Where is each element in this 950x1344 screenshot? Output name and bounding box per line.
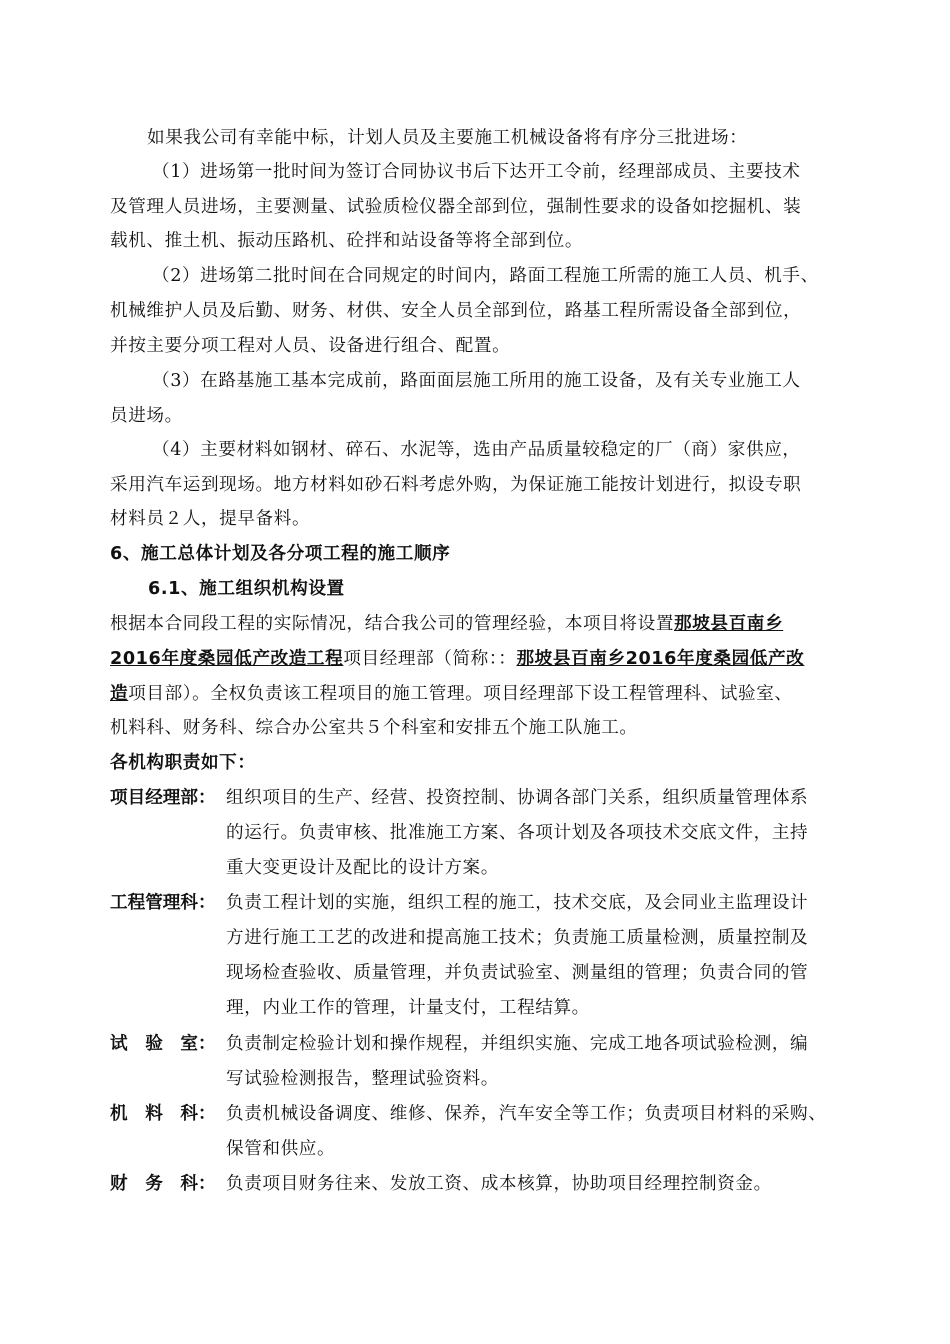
org-paragraph-line-1 <box>110 614 783 634</box>
batch1-line-2: 及管理人员进场，主要测量、试验质检仪器全部到位，强制性要求的设备如挖掘机、装 <box>110 197 802 217</box>
dept-duty-line: 写试验检测报告，整理试验资料。 <box>226 1069 499 1089</box>
org-text: 项目经理部（简称：： <box>343 649 517 669</box>
dept-duty-line: 负责工程计划的实施，组织工程的施工，技术交底，及会同业主监理设计 <box>226 893 809 913</box>
dept-label-project-management: 项目经理部： <box>110 788 216 808</box>
section-heading-6: 6、施工总体计划及各分项工程的施工顺序 <box>110 544 451 564</box>
dept-label-finance: 财 务 科： <box>110 1174 216 1194</box>
dept-duty-line: 负责机械设备调度、维修、保养，汽车安全等工作；负责项目材料的采购、 <box>226 1104 827 1124</box>
batch3-line-1: （3）在路基施工基本完成前，路面面层施工所用的施工设备，及有关专业施工人 <box>152 371 801 391</box>
intro-paragraph: 如果我公司有幸能中标，计划人员及主要施工机械设备将有序分三批进场： <box>147 128 748 148</box>
dept-label-machinery: 机 料 科： <box>110 1104 216 1124</box>
dept-duty-line: 方进行施工工艺的改进和提高施工技术；负责施工质量检测，质量控制及 <box>226 928 809 948</box>
section-heading-6-1: 6.1、施工组织机构设置 <box>148 579 345 599</box>
batch4-line-3: 材料员２人，提早备料。 <box>110 509 311 529</box>
dept-label-engineering: 工程管理科： <box>110 893 216 913</box>
duties-heading: 各机构职责如下： <box>110 753 256 773</box>
batch4-line-1: （4）主要材料如钢材、碎石、水泥等，选由产品质量较稳定的厂（商）家供应， <box>152 440 801 460</box>
dept-duty-line: 负责制定检验计划和操作规程，并组织实施、完成工地各项试验检测，编 <box>226 1034 809 1054</box>
batch4-line-2: 采用汽车运到现场。地方材料如砂石料考虑外购，为保证施工能按计划进行，拟设专职 <box>110 475 802 495</box>
project-short-name-underlined: 造 <box>110 684 129 704</box>
batch2-line-1: （2）进场第二批时间在合同规定的时间内，路面工程施工所需的施工人员、机手、 <box>152 266 819 286</box>
org-paragraph-line-2 <box>110 649 804 669</box>
batch3-line-2: 员进场。 <box>110 406 183 426</box>
dept-duty-line: 现场检查验收、质量管理，并负责试验室、测量组的管理；负责合同的管 <box>226 963 809 983</box>
dept-duty-line: 理，内业工作的管理，计量支付，工程结算。 <box>226 998 590 1018</box>
batch1-line-3: 载机、推土机、振动压路机、砼拌和站设备等将全部到位。 <box>110 231 584 251</box>
dept-duty-line: 的运行。负责审核、批准施工方案、各项计划及各项技术交底文件，主持 <box>226 823 809 843</box>
dept-label-laboratory: 试 验 室： <box>110 1034 216 1054</box>
batch2-line-3: 并按主要分项工程对人员、设备进行组合、配置。 <box>110 336 511 356</box>
batch1-line-1: （1）进场第一批时间为签订合同协议书后下达开工令前，经理部成员、主要技术 <box>152 162 801 182</box>
org-paragraph-line-4: 机料科、财务科、综合办公室共５个科室和安排五个施工队施工。 <box>110 718 638 738</box>
dept-duty-line: 重大变更设计及配比的设计方案。 <box>226 858 499 878</box>
dept-duty-line: 负责项目财务往来、发放工资、成本核算，协助项目经理控制资金。 <box>226 1174 772 1194</box>
dept-duty-line: 保管和供应。 <box>226 1139 336 1159</box>
project-name-underlined: 2016年度桑园低产改造工程 <box>110 649 344 669</box>
org-text: 项目部）。全权负责该工程项目的施工管理。项目经理部下设工程管理科、试验室、 <box>128 684 793 704</box>
org-paragraph-line-3 <box>110 684 793 704</box>
project-short-name-underlined: 那坡县百南乡2016年度桑园低产改 <box>516 649 805 669</box>
batch2-line-2: 机械维护人员及后勤、财务、材供、安全人员全部到位，路基工程所需设备全部到位， <box>110 301 802 321</box>
org-text: 根据本合同段工程的实际情况，结合我公司的管理经验，本项目将设置 <box>110 614 675 634</box>
dept-duty-line: 组织项目的生产、经营、投资控制、协调各部门关系，组织质量管理体系 <box>226 788 809 808</box>
project-name-underlined: 那坡县百南乡 <box>674 614 784 634</box>
